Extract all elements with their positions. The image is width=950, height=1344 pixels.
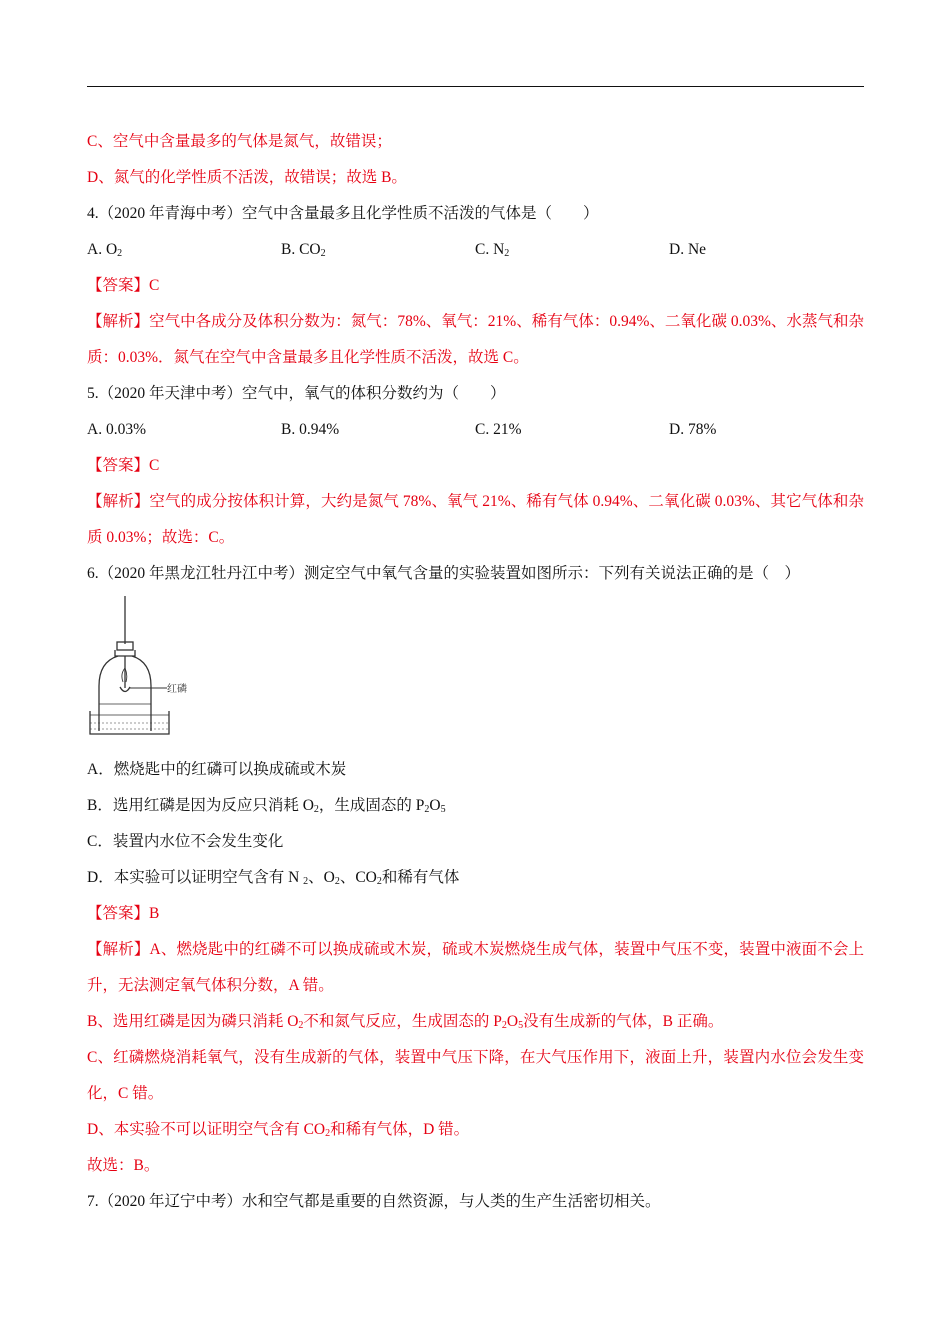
apparatus-figure [87,596,864,736]
q6-conclusion: 故选：B。 [87,1157,160,1174]
q6-answer: 【答案】B [87,905,160,922]
q7-number: 7. [87,1193,99,1210]
q5-stem [87,376,864,412]
q5-option-a: A. 0.03% [87,421,146,438]
q6-analysis-a: 【解析】A、燃烧匙中的红磷不可以换成硫或木炭，硫或木炭燃烧生成气体，装置中气压不变，装置中液面不会上升，无法测定氧气体积分数，A 错。 [87,941,864,994]
q7-source: （2020 年辽宁中考） [98,1193,243,1210]
q6-option-c: C．装置内水位不会发生变化 [87,833,284,850]
q3-analysis-c: C、空气中含量最多的气体是氮气，故错误； [87,133,392,150]
q4-stem [87,196,864,232]
q5-answer: 【答案】C [87,457,160,474]
q5-analysis: 【解析】空气的成分按体积计算，大约是氮气 78%、氧气 21%、稀有气体 0.94%、二氧化碳 0.03%、其它气体和杂质 0.03%；故选：C。 [87,493,864,546]
q6-option-d: D．本实验可以证明空气含有 N $_2$、$O_2$、$CO_2$和稀有气体 [87,869,460,887]
q6-analysis-d: D、本实验不可以证明空气含有 $CO_2$和稀有气体，D 错。 [87,1121,470,1139]
q4-option-c: C. $N_2$ [475,241,510,259]
q5-number: 5. [87,385,99,402]
q4-text: 空气中含量最多且化学性质不活泼的气体是（ ） [242,205,599,222]
q6-analysis-b: B、选用红磷是因为磷只消耗 $O_2$不和氮气反应，生成固态的 $P_2O_5$没有生成新的气体，B 正确。 [87,1013,724,1031]
q6-analysis-c: C、红磷燃烧消耗氧气，没有生成新的气体，装置中气压下降，在大气压作用下，液面上升，装置内水位会发生变化，C 错。 [87,1049,864,1102]
figure-label-red-phosphorus: 红磷 [167,684,187,695]
q4-option-b: B. $CO_2$ [281,241,326,259]
q6-option-a: A．燃烧匙中的红磷可以换成硫或木炭 [87,761,347,778]
q5-option-d: D. 78% [669,421,717,438]
apparatus-diagram [87,596,227,736]
q6-number: 6. [87,565,99,582]
q5-source: （2020 年天津中考） [98,385,243,402]
q4-number: 4. [87,205,99,222]
q4-options [87,232,864,268]
q4-answer: 【答案】C [87,277,160,294]
q6-text: 测定空气中氧气含量的实验装置如图所示：下列有关说法正确的是（ ） [304,565,801,582]
q4-source: （2020 年青海中考） [98,205,243,222]
q5-text: 空气中，氧气的体积分数约为（ ） [242,385,506,402]
q7-stem [87,1184,864,1220]
q7-text: 水和空气都是重要的自然资源，与人类的生产生活密切相关。 [242,1193,661,1210]
q5-options [87,412,864,448]
header-rule [87,86,864,87]
q6-source: （2020 年黑龙江牡丹江中考） [98,565,305,582]
q6-stem [87,556,864,592]
q4-option-a: A. $O_2$ [87,241,123,259]
q3-analysis-d: D、氮气的化学性质不活泼，故错误；故选 B。 [87,169,407,186]
document-body [87,124,864,1220]
q4-analysis: 【解析】空气中各成分及体积分数为：氮气：78%、氧气：21%、稀有气体：0.94%、二氧化碳 0.03%、水蒸气和杂质：0.03%．氮气在空气中含量最多且化学性质不活泼，故选 C。 [87,313,864,366]
q5-option-b: B. 0.94% [281,421,340,438]
q4-option-d: D. Ne [669,241,707,258]
q5-option-c: C. 21% [475,421,522,438]
q6-option-b: B．选用红磷是因为反应只消耗 $O_2$，生成固态的 $P_2O_5$ [87,797,446,815]
